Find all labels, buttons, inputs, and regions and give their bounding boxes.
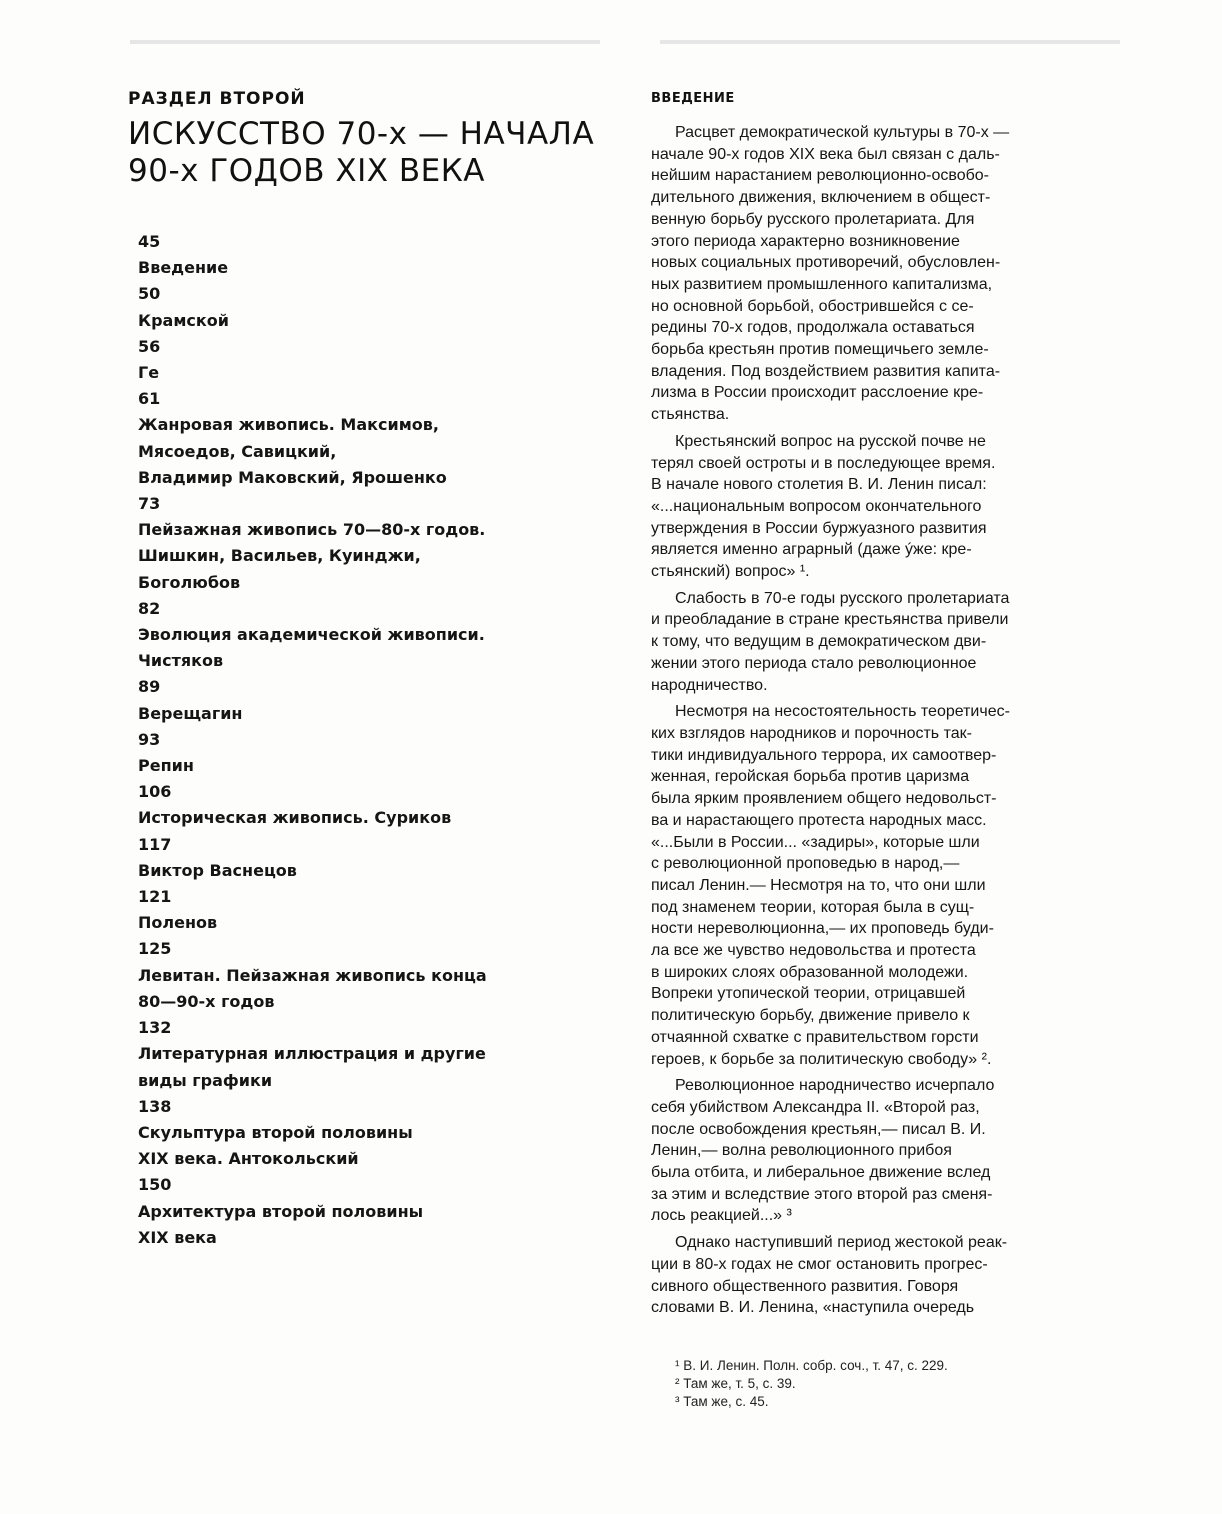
text-line: писал Ленин.— Несмотря на то, что они шли (651, 876, 986, 894)
text-line: редины 70-х годов, продолжала оставаться (651, 319, 975, 337)
text-line: Расцвет демократической культуры в 70-х — (675, 124, 1010, 141)
toc-entry-title: Литературная иллюстрация и другие (138, 1044, 486, 1064)
toc-entry (138, 229, 608, 281)
text-line: ва и нарастающего протеста народных масс. (651, 811, 987, 829)
text-line: сивного общественного развития. Говоря (651, 1277, 959, 1295)
text-line: себя убийством Александра II. «Второй раз, (651, 1098, 980, 1116)
text-line: «...Были в России... «задиры», которые шли (651, 833, 980, 851)
toc-entry (138, 334, 608, 386)
text-line: словами В. И. Ленина, «наступила очередь (651, 1299, 975, 1317)
toc-page-number: 93 (138, 729, 161, 749)
toc-entry-title: Чистяков (138, 651, 224, 671)
text-line: Ленин,— волна революционного прибоя (651, 1142, 952, 1160)
text-line: ции в 80-х годах не смог остановить прогрес- (651, 1255, 988, 1273)
left-column (128, 86, 608, 1251)
toc-page-number: 150 (138, 1175, 172, 1195)
toc-entry-title: Историческая живопись. Суриков (138, 808, 452, 828)
toc-page-number: 138 (138, 1096, 172, 1116)
toc-page-number: 106 (138, 782, 172, 802)
text-line: Однако наступивший период жестокой реак- (675, 1234, 1008, 1252)
toc-entry (138, 884, 608, 936)
toc-entry-title: Архитектура второй половины (138, 1201, 424, 1221)
text-line: Вопреки утопической теории, отрицавшей (651, 985, 966, 1003)
text-line: владения. Под воздействием развития капита- (651, 362, 1001, 380)
toc-page-number: 45 (138, 232, 161, 251)
toc-entry-title: Жанровая живопись. Максимов, (138, 415, 439, 435)
section-title-line: 90-х ГОДОВ XIX ВЕКА (128, 153, 485, 189)
toc-entry (138, 779, 608, 831)
toc-entry (138, 674, 608, 726)
toc-entry-title: Шишкин, Васильев, Куинджи, (138, 546, 421, 566)
toc-page-number: 73 (138, 494, 161, 514)
section-title-line: ИСКУССТВО 70-х — НАЧАЛА (128, 116, 595, 152)
toc-page-number: 121 (138, 887, 172, 907)
text-line: венную борьбу русского пролетариата. Для (651, 210, 975, 228)
toc-page-number: 82 (138, 598, 161, 618)
paragraph (651, 431, 1129, 583)
toc-page-number: 132 (138, 1018, 172, 1038)
text-line: героев, к борьбе за политическую свободу» ². (651, 1050, 992, 1068)
text-line: стьянства. (651, 406, 730, 424)
text-line: лизма в России происходит расслоение кре- (651, 384, 984, 402)
text-line: начале 90-х годов XIX века был связан с даль- (651, 145, 1000, 163)
text-line: ких взглядов народников и порочность так- (651, 724, 972, 742)
footnote: ² Там же, т. 5, с. 39. (675, 1376, 796, 1391)
toc-entry-title: Поленов (138, 913, 218, 933)
text-line: в широких слоях образованной молодежи. (651, 963, 969, 981)
text-line: под знаменем теории, которая была в сущ- (651, 898, 975, 916)
toc-entry-title: Мясоедов, Савицкий, (138, 441, 337, 461)
text-line: этого периода характерно возникновение (651, 232, 960, 250)
text-line: народничество. (651, 676, 768, 694)
toc-entry (138, 832, 608, 884)
text-line: после освобождения крестьян,— писал В. И. (651, 1120, 986, 1138)
text-line: была ярким проявлением общего недовольст- (651, 790, 997, 808)
paragraph (651, 122, 1129, 426)
footnotes (675, 1357, 1125, 1411)
toc-entry (138, 727, 608, 779)
text-line: но основной борьбой, обострившейся с се- (651, 297, 974, 315)
toc-page-number: 61 (138, 389, 161, 409)
toc-entry-title: виды графики (138, 1070, 273, 1090)
paragraph (651, 701, 1129, 1070)
toc-page-number: 56 (138, 336, 161, 356)
toc-page-number: 50 (138, 284, 161, 304)
text-line: ла все же чувство недовольства и протеста (651, 942, 976, 960)
toc-entry-title: XIX века (138, 1227, 217, 1247)
body-text (651, 122, 1129, 1319)
paragraph (651, 1075, 1129, 1227)
toc-entry (138, 1172, 608, 1251)
toc-entry-title: 80—90-х годов (138, 991, 275, 1011)
footnote: ³ Там же, с. 45. (675, 1394, 769, 1409)
text-line: за этим и вследствие этого второй раз сменя- (651, 1185, 993, 1203)
text-line: лось реакцией...» ³ (651, 1207, 792, 1225)
text-line: утверждения в России буржуазного развития (651, 519, 987, 537)
toc-entry-title: Боголюбов (138, 572, 241, 592)
bleed-through-line (130, 40, 600, 44)
text-line: стьянский) вопрос» ¹. (651, 563, 810, 581)
text-line: является именно аграрный (даже ýже: кре- (651, 541, 972, 559)
text-line: отчаянной схватке с правительством горсти (651, 1028, 979, 1046)
text-line: «...национальным вопросом окончательного (651, 497, 982, 515)
section-label: РАЗДЕЛ ВТОРОЙ (128, 89, 306, 109)
toc-entry-title: Владимир Маковский, Ярошенко (138, 467, 447, 487)
paragraph (651, 588, 1129, 697)
text-line: жении этого периода стало революционное (651, 654, 977, 672)
chapter-heading: ВВЕДЕНИЕ (651, 91, 735, 106)
table-of-contents (138, 229, 608, 1251)
footnote: ¹ В. И. Ленин. Полн. собр. соч., т. 47, с. 229. (675, 1358, 948, 1373)
bleed-through-line (660, 40, 1120, 44)
toc-entry-title: Крамской (138, 310, 229, 330)
text-line: новых социальных противоречий, обусловлен- (651, 254, 1001, 272)
text-line: Слабость в 70-е годы русского пролетариата (675, 589, 1010, 607)
text-line: Революционное народничество исчерпало (675, 1077, 995, 1095)
text-line: Крестьянский вопрос на русской почве не (675, 432, 986, 450)
text-line: Несмотря на несостоятельность теоретичес- (675, 703, 1010, 721)
toc-entry (138, 936, 608, 1015)
text-line: и преобладание в стране крестьянства привели (651, 611, 1009, 629)
paragraph (651, 1232, 1129, 1319)
text-line: политическую борьбу, движение привело к (651, 1007, 970, 1025)
toc-entry-title: Эволюция академической живописи. (138, 625, 485, 645)
toc-entry (138, 281, 608, 333)
text-line: дительного движения, включением в общест- (651, 189, 991, 207)
toc-entry (138, 1015, 608, 1094)
toc-entry-title: Скульптура второй половины (138, 1122, 413, 1142)
text-line: ных развитием промышленного капитализма, (651, 275, 993, 293)
text-line: к тому, что ведущим в демократическом дви- (651, 633, 987, 651)
toc-entry-title: Пейзажная живопись 70—80-х годов. (138, 520, 486, 540)
toc-entry-title: Введение (138, 258, 229, 278)
text-line: тики индивидуального террора, их самоотвер- (651, 746, 997, 764)
text-line: была отбита, и либеральное движение вслед (651, 1164, 991, 1182)
toc-page-number: 89 (138, 677, 161, 697)
toc-entry-title: Ге (138, 363, 160, 383)
toc-entry (138, 1094, 608, 1173)
toc-entry-title: Верещагин (138, 703, 243, 723)
toc-entry-title: Репин (138, 756, 194, 776)
text-line: нейшим нарастанием революционно-освобо- (651, 167, 989, 185)
toc-entry (138, 386, 608, 491)
text-line: с революционной проповедью в народ,— (651, 855, 960, 873)
toc-entry (138, 491, 608, 596)
text-line: женная, геройская борьба против царизма (651, 768, 970, 786)
text-line: В начале нового столетия В. И. Ленин писал: (651, 476, 987, 494)
text-line: терял своей остроты и в последующее время. (651, 454, 996, 472)
toc-page-number: 117 (138, 834, 172, 854)
text-line: ности нереволюционна,— их проповедь буди- (651, 920, 994, 938)
toc-page-number: 125 (138, 939, 172, 959)
section-title (128, 116, 608, 190)
toc-entry-title: XIX века. Антокольский (138, 1149, 359, 1169)
toc-entry-title: Виктор Васнецов (138, 860, 297, 880)
right-column (651, 86, 1129, 1319)
toc-entry-title: Левитан. Пейзажная живопись конца (138, 965, 487, 985)
text-line: борьба крестьян против помещичьего земле- (651, 341, 989, 359)
toc-entry (138, 596, 608, 675)
